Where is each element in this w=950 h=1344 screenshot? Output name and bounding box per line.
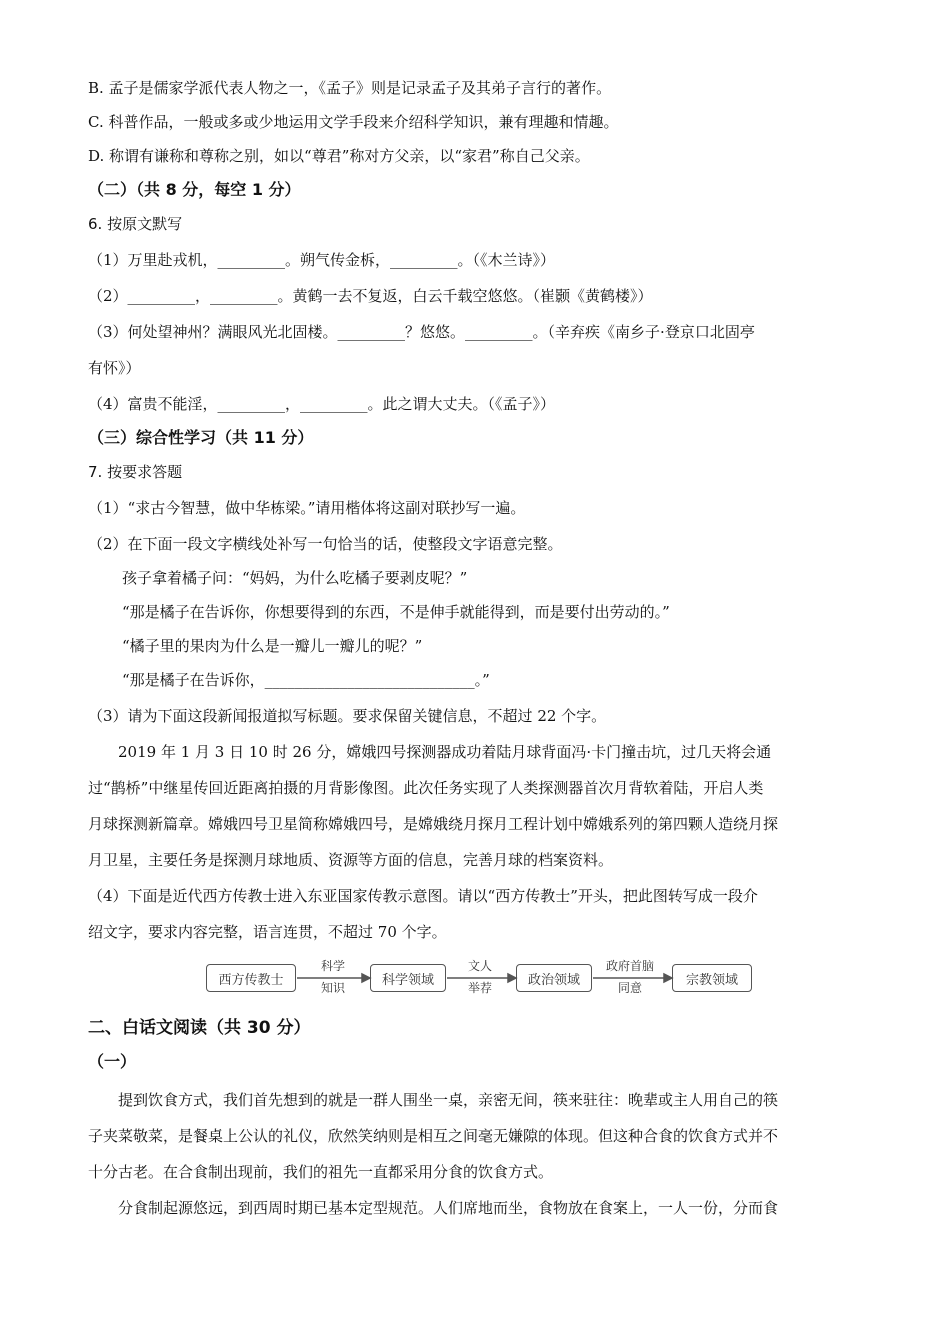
- flow-node-missionary: 西方传教士: [206, 964, 296, 992]
- flow-arrow-label-3-bottom: 同意: [617, 981, 642, 995]
- flow-arrow-label-1-top: 科学: [320, 959, 345, 973]
- question-6-title: 6. 按原文默写: [88, 215, 183, 233]
- dialogue-line-1: 孩子拿着橘子问：“妈妈，为什么吃橘子要剥皮呢？”: [122, 569, 468, 587]
- question-7-item-1: （1）“求古今智慧，做中华栋梁。”请用楷体将这副对联抄写一遍。: [88, 499, 526, 517]
- news-line-4: 月卫星，主要任务是探测月球地质、资源等方面的信息，完善月球的档案资料。: [88, 851, 614, 869]
- paragraph-1-line-3: 十分古老。在合食制出现前，我们的祖先一直都采用分食的饮食方式。: [88, 1163, 554, 1181]
- dialogue-line-2: “那是橘子在告诉你，你想要得到的东西，不是伸手就能得到，而是要付出劳动的。”: [122, 603, 670, 621]
- flow-arrow-label-2-bottom: 举荐: [467, 981, 492, 995]
- paragraph-1-line-1: 提到饮食方式，我们首先想到的就是一群人围坐一桌，亲密无间，筷来驻往：晚辈或主人用自己的筷: [118, 1091, 779, 1109]
- flow-node-science: 科学领域: [370, 964, 446, 992]
- question-7-item-3: （3）请为下面这段新闻报道拟写标题。要求保留关键信息，不超过 22 个字。: [88, 707, 607, 725]
- news-line-1: 2019 年 1 月 3 日 10 时 26 分，嫦娥四号探测器成功着陆月球背面冯·卡门撞击坑，过几天将会通: [118, 743, 772, 761]
- flow-arrow-label-1-bottom: 知识: [320, 981, 345, 995]
- question-7-item-2: （2）在下面一段文字横线处补写一句恰当的话，使整段文字语意完整。: [88, 535, 563, 553]
- news-line-3: 月球探测新篇章。嫦娥四号卫星简称嫦娥四号，是嫦娥绕月探月工程计划中嫦娥系列的第四颗人造绕月探: [88, 815, 779, 833]
- section-heading-2: （二）（共 8 分，每空 1 分）: [88, 180, 301, 199]
- section-heading-3: （三）综合性学习（共 11 分）: [88, 428, 314, 447]
- question-6-item-4: （4）富贵不能淫，_________，_________。此之谓大丈夫。（《孟子》）: [88, 395, 556, 413]
- option-d: D. 称谓有谦称和尊称之别，如以“尊君”称对方父亲，以“家君”称自己父亲。: [88, 147, 590, 165]
- paragraph-2-line-1: 分食制起源悠远，到西周时期已基本定型规范。人们席地而坐，食物放在食案上，一人一份，分而食: [118, 1199, 779, 1217]
- option-c: C. 科普作品，一般或多或少地运用文学手段来介绍科学知识，兼有理趣和情趣。: [88, 113, 619, 131]
- flow-arrow-label-3-top: 政府首脑: [605, 959, 654, 973]
- question-7-item-4-cont: 绍文字，要求内容完整，语言连贯，不超过 70 个字。: [88, 923, 447, 941]
- part-heading-2: 二、白话文阅读（共 30 分）: [88, 1018, 311, 1038]
- missionary-flow-diagram: [206, 958, 752, 998]
- question-6-item-2: （2）_________，_________。黄鹤一去不复返，白云千载空悠悠。（崔颢《黄鹤楼》）: [88, 287, 653, 305]
- dialogue-line-4: “那是橘子在告诉你，____________________________。”: [122, 671, 490, 689]
- news-line-2: 过“鹊桥”中继星传回近距离拍摄的月背影像图。此次任务实现了人类探测器首次月背软着陆，开启人类: [88, 779, 764, 797]
- dialogue-line-3: “橘子里的果肉为什么是一瓣儿一瓣儿的呢？”: [122, 637, 423, 655]
- question-7-item-4: （4）下面是近代西方传教士进入东亚国家传教示意图。请以“西方传教士”开头，把此图转写成一段介: [88, 887, 758, 905]
- flow-arrow-label-2-top: 文人: [467, 959, 492, 973]
- question-6-item-1: （1）万里赴戎机，_________。朔气传金柝，_________。（《木兰诗》）: [88, 251, 556, 269]
- flow-node-politics: 政治领域: [516, 964, 592, 992]
- question-6-item-3-cont: 有怀》）: [88, 359, 141, 377]
- option-b: B. 孟子是儒家学派代表人物之一，《孟子》则是记录孟子及其弟子言行的著作。: [88, 79, 612, 97]
- question-7-title: 7. 按要求答题: [88, 463, 183, 481]
- paragraph-1-line-2: 子夹菜敬菜，是餐桌上公认的礼仪，欣然笑纳则是相互之间毫无嫌隙的体现。但这种合食的饮食方式并不: [88, 1127, 779, 1145]
- subsection-heading-1: （一）: [88, 1052, 137, 1071]
- flow-node-religion: 宗教领域: [672, 964, 752, 992]
- question-6-item-3: （3）何处望神州？满眼风光北固楼。_________？悠悠。_________。（辛弃疾《南乡子·登京口北固亭: [88, 323, 755, 341]
